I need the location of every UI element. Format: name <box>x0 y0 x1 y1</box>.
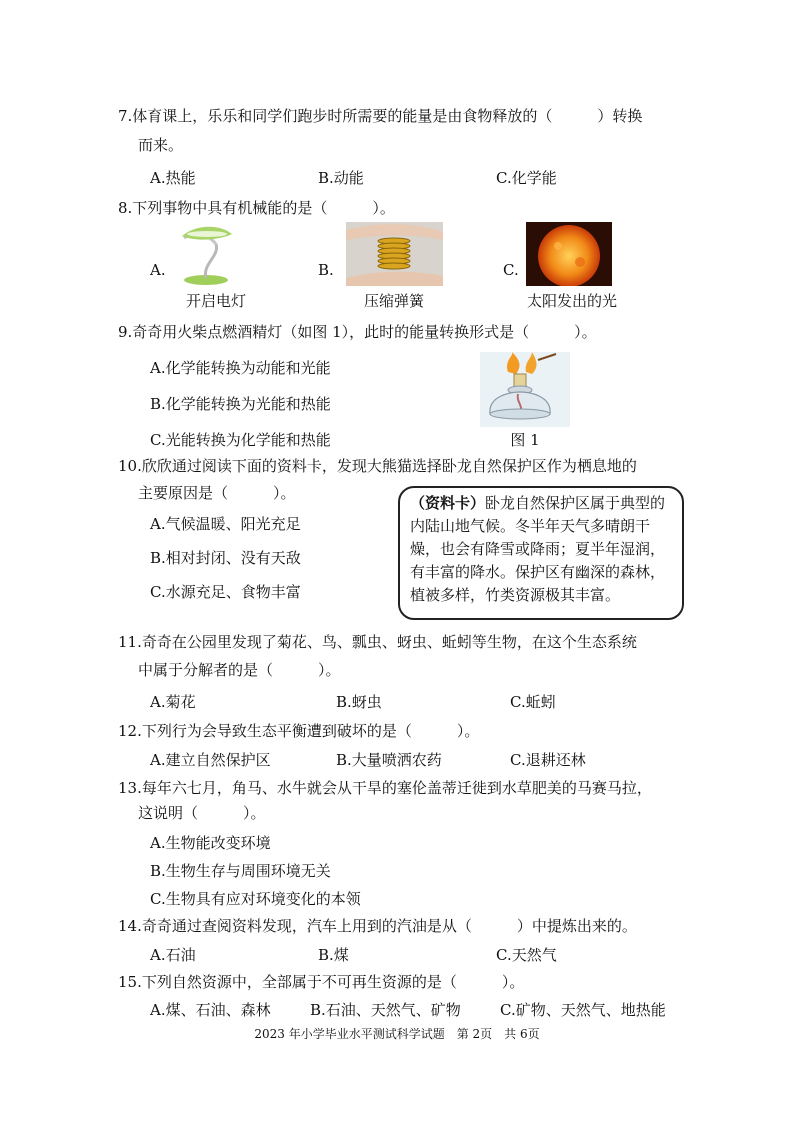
q8-caption-a: 开启电灯 <box>185 292 246 310</box>
q7-stem-line2: 而来。 <box>138 136 184 154</box>
q13-option-a[interactable]: A.生物能改变环境 <box>150 834 271 852</box>
q10-stem-line1: 10.欣欣通过阅读下面的资料卡，发现大熊猫选择卧龙自然保护区作为栖息地的 <box>118 457 637 475</box>
q8-stem: 8.下列事物中具有机械能的是（ ）。 <box>118 199 395 217</box>
info-card <box>398 486 684 620</box>
q13-option-b[interactable]: B.生物生存与周围环境无关 <box>150 862 331 880</box>
alcohol-lamp-icon <box>480 352 570 427</box>
q11-stem-line2: 中属于分解者的是（ ）。 <box>138 661 341 679</box>
q8-caption-b: 压缩弹簧 <box>363 292 424 310</box>
q12-option-a[interactable]: A.建立自然保护区 <box>150 751 271 769</box>
q14-option-a[interactable]: A.石油 <box>150 946 196 964</box>
q12-option-b[interactable]: B.大量喷洒农药 <box>336 751 442 769</box>
q14-option-c[interactable]: C.天然气 <box>496 946 557 964</box>
q7-option-b[interactable]: B.动能 <box>318 169 364 187</box>
q14-stem: 14.奇奇通过查阅资料发现，汽车上用到的汽油是从（ ）中提炼出来的。 <box>118 917 637 935</box>
q10-stem-line2: 主要原因是（ ）。 <box>138 484 296 502</box>
q13-option-c[interactable]: C.生物具有应对环境变化的本领 <box>150 890 361 908</box>
q11-option-a[interactable]: A.菊花 <box>150 693 196 711</box>
figure-1-caption: 图 1 <box>510 431 540 449</box>
q15-option-b[interactable]: B.石油、天然气、矿物 <box>310 1001 461 1019</box>
q12-option-c[interactable]: C.退耕还林 <box>510 751 586 769</box>
q8-caption-c: 太阳发出的光 <box>526 292 617 310</box>
q15-stem: 15.下列自然资源中，全部属于不可再生资源的是（ ）。 <box>118 973 525 991</box>
q10-option-c[interactable]: C.水源充足、食物丰富 <box>150 583 301 601</box>
compressed-spring-icon <box>346 222 443 286</box>
q8-option-c[interactable]: C. <box>503 261 519 279</box>
info-card-text: 卧龙自然保护区属于典型的内陆山地气候。冬半年天气多晴朗干燥，也会有降雪或降雨；夏半年湿润，有丰富的降水。保护区有幽深的森林，植被多样，竹类资源极其丰富。 <box>410 494 666 604</box>
q11-stem-line1: 11.奇奇在公园里发现了菊花、鸟、瓢虫、蚜虫、蚯蚓等生物，在这个生态系统 <box>118 633 637 651</box>
q13-stem-line2: 这说明（ ）。 <box>138 804 266 822</box>
q11-option-b[interactable]: B.蚜虫 <box>336 693 382 711</box>
q7-option-a[interactable]: A.热能 <box>150 169 196 187</box>
q14-option-b[interactable]: B.煤 <box>318 946 349 964</box>
q10-option-a[interactable]: A.气候温暖、阳光充足 <box>150 515 301 533</box>
q9-option-c[interactable]: C.光能转换为化学能和热能 <box>150 431 331 449</box>
q8-option-a[interactable]: A. <box>150 261 166 279</box>
desk-lamp-icon <box>176 222 254 286</box>
q7-option-c[interactable]: C.化学能 <box>496 169 557 187</box>
q15-option-a[interactable]: A.煤、石油、森林 <box>150 1001 271 1019</box>
q7-stem-line1: 7.体育课上，乐乐和同学们跑步时所需要的能量是由食物释放的（ ）转换 <box>118 107 643 125</box>
q12-stem: 12.下列行为会导致生态平衡遭到破坏的是（ ）。 <box>118 722 480 740</box>
q9-option-b[interactable]: B.化学能转换为光能和热能 <box>150 395 331 413</box>
q10-option-b[interactable]: B.相对封闭、没有天敌 <box>150 549 301 567</box>
q9-option-a[interactable]: A.化学能转换为动能和光能 <box>150 359 331 377</box>
page-footer: 2023 年小学毕业水平测试科学试题 第 2页 共 6页 <box>254 1027 540 1041</box>
q15-option-c[interactable]: C.矿物、天然气、地热能 <box>500 1001 666 1019</box>
q9-stem: 9.奇奇用火柴点燃酒精灯（如图 1），此时的能量转换形式是（ ）。 <box>118 323 597 341</box>
info-card-title: （资料卡） <box>410 494 486 512</box>
q8-option-b[interactable]: B. <box>318 261 334 279</box>
sun-icon <box>526 222 612 286</box>
q11-option-c[interactable]: C.蚯蚓 <box>510 693 556 711</box>
q13-stem-line1: 13.每年六七月，角马、水牛就会从干旱的塞伦盖蒂迁徙到水草肥美的马赛马拉， <box>118 779 652 797</box>
